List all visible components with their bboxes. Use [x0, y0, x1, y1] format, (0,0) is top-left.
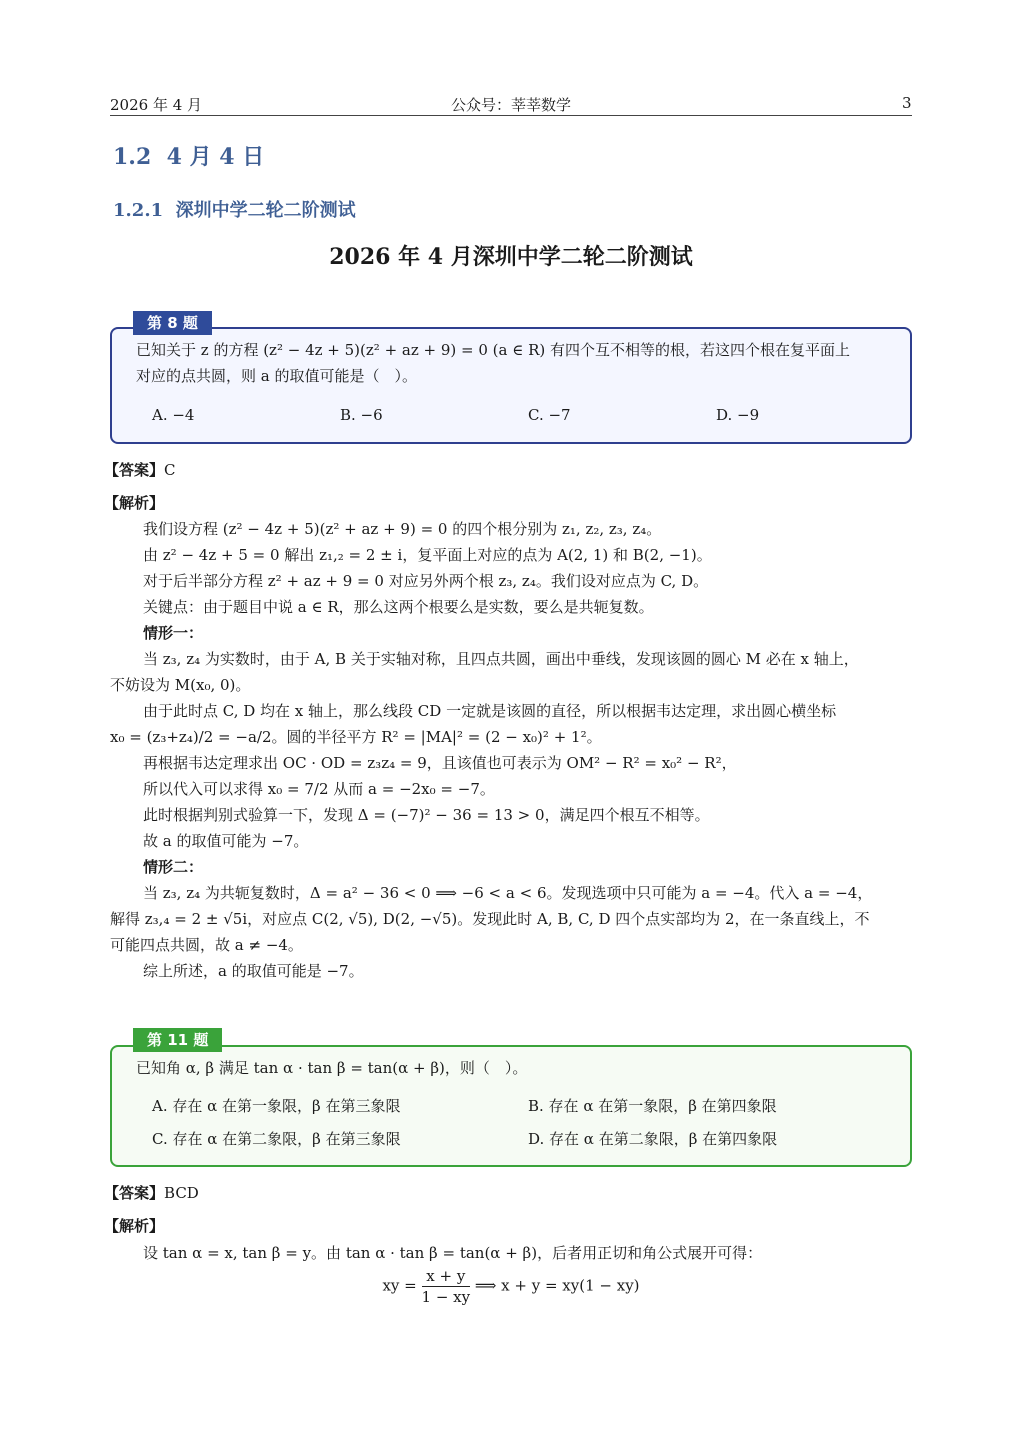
analysis-label: 【解析】 — [104, 494, 165, 512]
section-title: 4 月 4 日 — [166, 144, 265, 170]
analysis-label: 【解析】 — [104, 1217, 165, 1235]
case-1-heading: 情形一： — [143, 624, 204, 642]
case-2-heading: 情形二： — [143, 858, 204, 876]
analysis-line: 关键点：由于题目中说 a ∈ R，那么这两个根要么是实数，要么是共轭复数。 — [143, 598, 654, 616]
question-8-tag: 第 8 题 — [133, 311, 212, 335]
analysis-line: x₀ = (z₃+z₄)/2 = −a/2。圆的半径平方 R² = |MA|² = (2 − x₀)² + 1²。 — [110, 728, 602, 746]
question-8-option-a: A. −4 — [152, 406, 195, 424]
page-number: 3 — [902, 94, 912, 112]
equation-left: xy = — [382, 1276, 417, 1295]
question-11-tag: 第 11 题 — [133, 1028, 222, 1052]
question-8-option-d: D. −9 — [716, 406, 760, 424]
question-11-option-a: A. 存在 α 在第一象限，β 在第三象限 — [152, 1097, 401, 1115]
section-heading — [113, 140, 264, 171]
document-title: 2026 年 4 月深圳中学二轮二阶测试 — [329, 244, 693, 270]
fraction-numerator: x + y — [422, 1266, 471, 1287]
analysis-line: 不妨设为 M(x₀, 0)。 — [110, 676, 251, 694]
analysis-line: 此时根据判别式验算一下，发现 Δ = (−7)² − 36 = 13 > 0，满足四个根互不相等。 — [143, 806, 710, 824]
analysis-line: 我们设方程 (z² − 4z + 5)(z² + az + 9) = 0 的四个根分别为 z₁, z₂, z₃, z₄。 — [143, 520, 662, 538]
answer-value: C — [164, 461, 176, 479]
analysis-line: 解得 z₃,₄ = 2 ± √5i，对应点 C(2, √5), D(2, −√5)。发现此时 A, B, C, D 四个点实部均为 2，在一条直线上，不 — [110, 910, 870, 928]
display-equation — [0, 1266, 1022, 1307]
question-8-option-b: B. −6 — [340, 406, 383, 424]
analysis-line: 设 tan α = x, tan β = y。由 tan α · tan β = tan(α + β)，后者用正切和角公式展开可得： — [143, 1244, 763, 1262]
subsection-number: 1.2.1 — [113, 200, 164, 221]
equation-fraction — [422, 1266, 471, 1307]
question-11-option-c: C. 存在 α 在第二象限，β 在第三象限 — [152, 1130, 401, 1148]
question-11-option-b: B. 存在 α 在第一象限，β 在第四象限 — [528, 1097, 777, 1115]
header-account: 公众号：莘莘数学 — [450, 96, 571, 114]
subsection-heading — [113, 196, 356, 222]
equation-right: ⟹ x + y = xy(1 − xy) — [474, 1276, 640, 1295]
header-rule — [110, 115, 912, 116]
analysis-line: 当 z₃, z₄ 为共轭复数时，Δ = a² − 36 < 0 ⟹ −6 < a < 6。发现选项中只可能为 a = −4。代入 a = −4， — [143, 884, 873, 902]
answer-label: 【答案】 — [104, 1184, 165, 1202]
question-8-answer — [104, 457, 176, 483]
subsection-title: 深圳中学二轮二阶测试 — [175, 200, 356, 221]
analysis-line: 综上所述，a 的取值可能是 −7。 — [143, 962, 364, 980]
analysis-line: 由 z² − 4z + 5 = 0 解出 z₁,₂ = 2 ± i，复平面上对应的点为 A(2, 1) 和 B(2, −1)。 — [143, 546, 712, 564]
fraction-denominator: 1 − xy — [421, 1288, 471, 1306]
analysis-line: 故 a 的取值可能为 −7。 — [143, 832, 309, 850]
analysis-line: 再根据韦达定理求出 OC · OD = z₃z₄ = 9，且该值也可表示为 OM² − R² = x₀² − R²， — [143, 754, 737, 772]
question-8-stem-line-1: 已知关于 z 的方程 (z² − 4z + 5)(z² + az + 9) = 0 (a ∈ R) 有四个互不相等的根，若这四个根在复平面上 — [136, 341, 851, 359]
question-8-option-c: C. −7 — [528, 406, 571, 424]
analysis-line: 由于此时点 C, D 均在 x 轴上，那么线段 CD 一定就是该圆的直径，所以根据韦达定理，求出圆心横坐标 — [143, 702, 837, 720]
analysis-line: 可能四点共圆，故 a ≠ −4。 — [110, 936, 303, 954]
analysis-line: 对于后半部分方程 z² + az + 9 = 0 对应另外两个根 z₃, z₄。我们设对应点为 C, D。 — [143, 572, 709, 590]
answer-label: 【答案】 — [104, 461, 165, 479]
header-date: 2026 年 4 月 — [110, 96, 203, 114]
answer-value: BCD — [164, 1184, 199, 1202]
question-8-stem-line-2: 对应的点共圆，则 a 的取值可能是（ ）。 — [136, 367, 417, 385]
section-number: 1.2 — [113, 144, 152, 170]
analysis-line: 当 z₃, z₄ 为实数时，由于 A, B 关于实轴对称，且四点共圆，画出中垂线，发现该圆的圆心 M 必在 x 轴上， — [143, 650, 859, 668]
question-11-stem: 已知角 α, β 满足 tan α · tan β = tan(α + β)，则（ ）。 — [136, 1059, 528, 1077]
analysis-line: 所以代入可以求得 x₀ = 7/2 从而 a = −2x₀ = −7。 — [143, 780, 495, 798]
question-11-option-d: D. 存在 α 在第二象限，β 在第四象限 — [528, 1130, 778, 1148]
question-11-answer — [104, 1180, 199, 1206]
